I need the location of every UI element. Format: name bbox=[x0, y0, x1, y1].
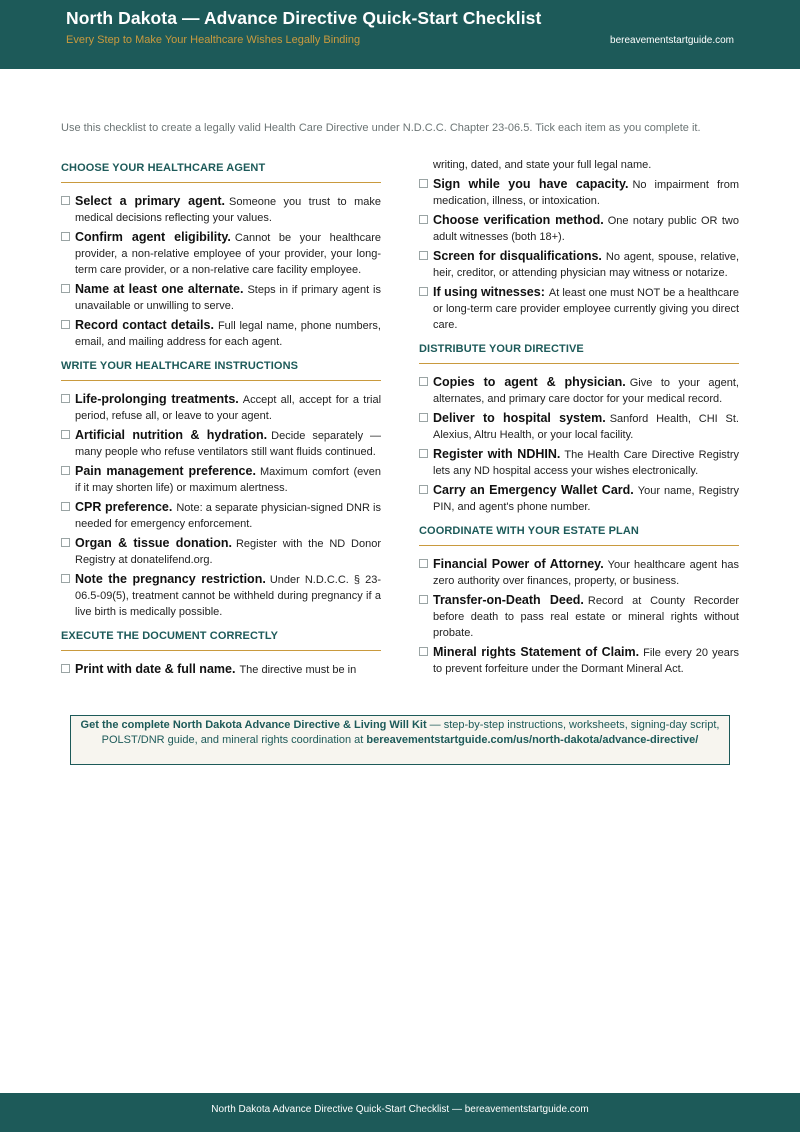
checklist-item-lead: Name at least one alternate. bbox=[75, 282, 244, 296]
checklist-item-text: Someone you trust to make medical decisions reflecting your values. bbox=[75, 196, 381, 224]
checkbox-icon[interactable] bbox=[61, 232, 70, 241]
promo-box bbox=[70, 715, 730, 765]
checklist-item-lead: Record contact details. bbox=[75, 318, 214, 332]
page-footer: North Dakota Advance Directive Quick-Start Checklist — bereavementstartguide.com bbox=[0, 1093, 800, 1132]
section-distribute-list bbox=[419, 374, 739, 515]
checkbox-icon[interactable] bbox=[419, 179, 428, 188]
checklist-item-lead: Artificial nutrition & hydration. bbox=[75, 428, 268, 442]
checklist-item-lead: Sign while you have capacity. bbox=[433, 177, 629, 191]
checkbox-icon[interactable] bbox=[61, 538, 70, 547]
page-header bbox=[0, 0, 800, 69]
left-column bbox=[61, 158, 381, 681]
checklist-item bbox=[419, 374, 739, 407]
checkbox-icon[interactable] bbox=[419, 215, 428, 224]
checkbox-icon[interactable] bbox=[419, 595, 428, 604]
section-estate-list bbox=[419, 556, 739, 677]
checklist-item bbox=[61, 463, 381, 496]
checklist-item-text: No impairment from medication, illness, or intoxication. bbox=[433, 179, 739, 207]
checklist-item-lead: Copies to agent & physician. bbox=[433, 375, 626, 389]
checklist-item bbox=[419, 644, 739, 677]
checklist-item bbox=[61, 229, 381, 278]
section-title-estate: COORDINATE WITH YOUR ESTATE PLAN bbox=[419, 525, 739, 546]
section-title-agent: CHOOSE YOUR HEALTHCARE AGENT bbox=[61, 162, 381, 183]
checklist-item bbox=[419, 556, 739, 589]
checklist-item bbox=[61, 281, 381, 314]
section-title-distribute: DISTRIBUTE YOUR DIRECTIVE bbox=[419, 343, 739, 364]
checklist-item-lead: Life-prolonging treatments. bbox=[75, 392, 239, 406]
checklist-item-text: Record at County Recorder before death to pass real estate or mineral rights without probate. bbox=[433, 595, 739, 639]
execute-item-continuation: writing, dated, and state your full legal name. bbox=[433, 159, 652, 171]
checklist-item-lead: Register with NDHIN. bbox=[433, 447, 561, 461]
section-instructions-list bbox=[61, 391, 381, 620]
checklist-item bbox=[419, 176, 739, 209]
checkbox-icon[interactable] bbox=[419, 377, 428, 386]
section-agent-list bbox=[61, 193, 381, 350]
checklist-item-lead: Carry an Emergency Wallet Card. bbox=[433, 483, 634, 497]
checklist-item-text: Sanford Health, CHI St. Alexius, Altru Health, or your local facility. bbox=[433, 413, 739, 441]
checklist-item-lead: Select a primary agent. bbox=[75, 194, 225, 208]
checklist-item-lead: Choose verification method. bbox=[433, 213, 604, 227]
checklist-item bbox=[419, 410, 739, 443]
page-title: North Dakota — Advance Directive Quick-Start Checklist bbox=[66, 8, 542, 28]
section-title-execute: EXECUTE THE DOCUMENT CORRECTLY bbox=[61, 630, 381, 651]
checkbox-icon[interactable] bbox=[419, 449, 428, 458]
checklist-item-text: No agent, spouse, relative, heir, creditor, or attending physician may witness or notarize. bbox=[433, 251, 740, 279]
checkbox-icon[interactable] bbox=[419, 287, 428, 296]
checklist-item bbox=[61, 571, 381, 620]
checklist-item-text: Register with the ND Donor Registry at donatelifend.org. bbox=[75, 538, 382, 566]
promo-link[interactable]: bereavementstartguide.com/us/north-dakota/advance-directive/ bbox=[366, 734, 699, 746]
checkbox-icon[interactable] bbox=[61, 574, 70, 583]
checklist-item-text: Maximum comfort (even if it may shorten life) or maximum alertness. bbox=[75, 466, 381, 494]
checklist-item-text: Your healthcare agent has zero authority over finances, property, or business. bbox=[433, 559, 739, 587]
checklist-item bbox=[419, 212, 739, 245]
right-column bbox=[419, 158, 739, 680]
checklist-item bbox=[419, 592, 739, 641]
intro-text: Use this checklist to create a legally valid Health Care Directive under N.D.C.C. Chapter 23-06.5. Tick each item as you complete it. bbox=[61, 122, 701, 134]
checklist-item-lead: Pain management preference. bbox=[75, 464, 256, 478]
checkbox-icon[interactable] bbox=[61, 664, 70, 673]
checklist-item-lead: CPR preference. bbox=[75, 500, 173, 514]
checklist-item-text: Full legal name, phone numbers, email, and mailing address for each agent. bbox=[75, 320, 381, 348]
checklist-item-lead: Confirm agent eligibility. bbox=[75, 230, 231, 244]
header-site-link[interactable]: bereavementstartguide.com bbox=[610, 35, 734, 46]
checkbox-icon[interactable] bbox=[61, 394, 70, 403]
checkbox-icon[interactable] bbox=[419, 251, 428, 260]
checklist-item bbox=[419, 248, 739, 281]
checklist-item-text: The Health Care Directive Registry lets any ND hospital access your wishes electronically. bbox=[433, 449, 739, 477]
checklist-item bbox=[419, 446, 739, 479]
checkbox-icon[interactable] bbox=[61, 466, 70, 475]
checkbox-icon[interactable] bbox=[419, 559, 428, 568]
checklist-item-text: Cannot be your healthcare provider, a non-relative employee of your provider, your long-term care provider, or a non-relative care facility employee. bbox=[75, 232, 381, 276]
checklist-item-text: At least one must NOT be a healthcare or long-term care provider employee currently giving you direct care. bbox=[433, 287, 739, 331]
section-execute-list bbox=[61, 661, 381, 678]
checklist-item-text: Steps in if primary agent is unavailable or unwilling to serve. bbox=[75, 284, 381, 312]
checklist-item-lead: Print with date & full name. bbox=[75, 662, 236, 676]
checklist-item-text: Decide separately — many people who refuse ventilators still want fluids continued. bbox=[75, 430, 381, 458]
checklist-item-lead: Organ & tissue donation. bbox=[75, 536, 232, 550]
checklist-item-lead: Note the pregnancy restriction. bbox=[75, 572, 266, 586]
checklist-item-text: File every 20 years to prevent forfeiture under the Dormant Mineral Act. bbox=[433, 647, 739, 675]
checkbox-icon[interactable] bbox=[419, 413, 428, 422]
section-execute-list-continued bbox=[419, 176, 739, 333]
checklist-item-lead: Screen for disqualifications. bbox=[433, 249, 602, 263]
checklist-item-text: Under N.D.C.C. § 23-06.5-09(5), treatment cannot be withheld during pregnancy if a live birth is medically possible. bbox=[75, 574, 381, 618]
checklist-item-text: Accept all, accept for a trial period, refuse all, or leave to your agent. bbox=[75, 394, 382, 422]
checklist-item bbox=[61, 499, 381, 532]
checkbox-icon[interactable] bbox=[61, 196, 70, 205]
checkbox-icon[interactable] bbox=[61, 430, 70, 439]
checklist-item-text: Your name, Registry PIN, and agent's phone number. bbox=[433, 485, 739, 513]
checklist-item bbox=[61, 193, 381, 226]
checkbox-icon[interactable] bbox=[61, 284, 70, 293]
checklist-item bbox=[419, 482, 739, 515]
checklist-item-lead: Transfer-on-Death Deed. bbox=[433, 593, 584, 607]
checklist-item-text: Note: a separate physician-signed DNR is needed for emergency enforcement. bbox=[75, 502, 381, 530]
checkbox-icon[interactable] bbox=[61, 502, 70, 511]
page-subtitle: Every Step to Make Your Healthcare Wishes Legally Binding bbox=[66, 34, 361, 46]
checklist-item-text: Give to your agent, alternates, and primary care doctor for your medical record. bbox=[433, 377, 739, 405]
checklist-item bbox=[61, 535, 381, 568]
checklist-item-text: The directive must be in bbox=[239, 664, 357, 676]
checkbox-icon[interactable] bbox=[419, 647, 428, 656]
checklist-item bbox=[61, 427, 381, 460]
checklist-item bbox=[419, 284, 739, 333]
checklist-item bbox=[61, 661, 381, 678]
checklist-item bbox=[61, 317, 381, 350]
checklist-item-lead: Financial Power of Attorney. bbox=[433, 557, 604, 571]
checkbox-icon[interactable] bbox=[419, 485, 428, 494]
promo-text: — step-by-step instructions, worksheets, signing-day script, POLST/DNR guide, and mineral rights coordination at bbox=[101, 719, 720, 746]
checklist-item-lead: Mineral rights Statement of Claim. bbox=[433, 645, 640, 659]
checklist-item-lead: Deliver to hospital system. bbox=[433, 411, 606, 425]
checklist-item bbox=[61, 391, 381, 424]
section-title-instructions: WRITE YOUR HEALTHCARE INSTRUCTIONS bbox=[61, 360, 381, 381]
promo-lead: Get the complete North Dakota Advance Directive & Living Will Kit bbox=[80, 719, 427, 731]
checkbox-icon[interactable] bbox=[61, 320, 70, 329]
checklist-item-text: One notary public OR two adult witnesses (both 18+). bbox=[433, 215, 739, 243]
checklist-item-lead: If using witnesses: bbox=[433, 285, 545, 299]
